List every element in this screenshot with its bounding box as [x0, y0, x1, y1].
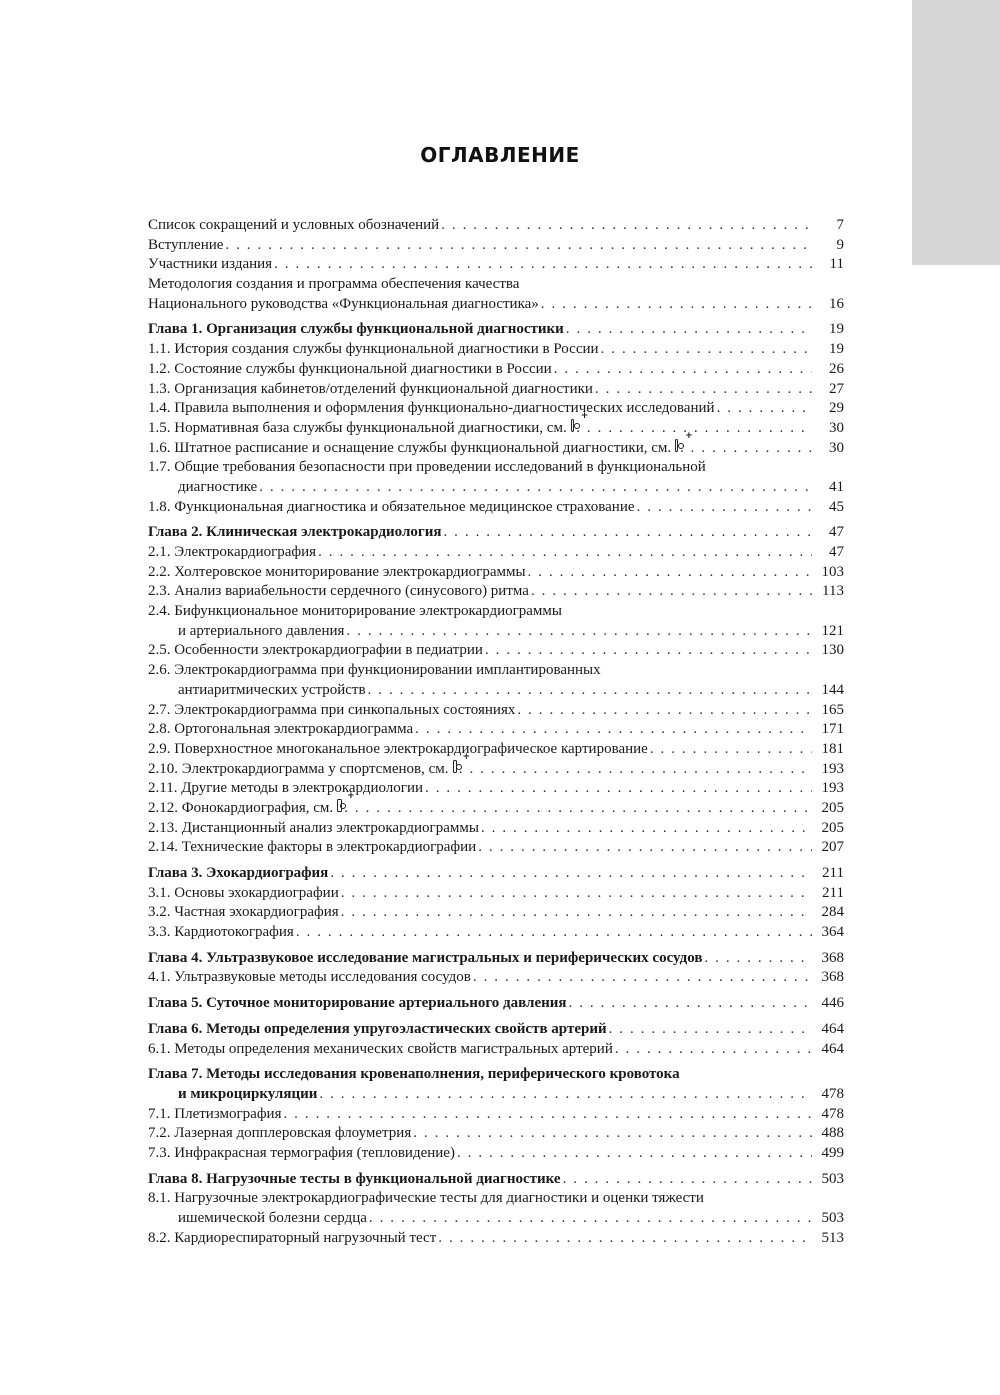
toc-entry [148, 275, 844, 295]
toc-entry [148, 602, 844, 622]
toc-entry[interactable] [148, 968, 844, 988]
toc-entry-label: 1.5. Нормативная база службы функциональной диагностики, см. [148, 419, 567, 436]
toc-chapter-entry[interactable] [148, 994, 844, 1014]
toc-chapter-entry[interactable] [148, 1085, 844, 1105]
toc-entry-label: 2.8. Ортогональная электрокардиограмма [148, 721, 414, 738]
toc-entry[interactable] [148, 641, 844, 661]
page-number: 207 [821, 839, 844, 856]
page-title: ОГЛАВЛЕНИЕ [420, 143, 580, 168]
toc-entry-label: Глава 8. Нагрузочные тесты в функциональной диагностике [148, 1170, 561, 1187]
dot-leader [478, 838, 812, 858]
toc-chapter-entry[interactable] [148, 864, 844, 884]
toc-entry[interactable] [148, 923, 844, 943]
page-number: 464 [821, 1020, 844, 1037]
dot-leader [459, 760, 812, 780]
page-number: 284 [821, 904, 844, 921]
dot-leader [296, 923, 812, 943]
page-number: 364 [821, 924, 844, 941]
page-number: 45 [829, 498, 844, 515]
dot-leader [457, 1144, 812, 1164]
toc-entry-label: 1.8. Функциональная диагностика и обязательное медицинское страхование [148, 498, 635, 515]
toc-entry[interactable] [148, 1105, 844, 1125]
page-number: 19 [829, 341, 844, 358]
toc-entry-label: 2.12. Фонокардиография, см. [148, 799, 334, 816]
dot-leader [413, 1124, 812, 1144]
dot-leader [601, 340, 812, 360]
page-number: 503 [821, 1210, 844, 1226]
table-of-contents [148, 216, 844, 1248]
toc-entry-label: Глава 7. Методы исследования кровенаполнения, периферического кровотока [148, 1066, 680, 1083]
page-number: 488 [821, 1125, 844, 1142]
page-number: 29 [829, 400, 844, 417]
dot-leader [369, 1209, 812, 1229]
page-number: 7 [836, 217, 844, 233]
toc-entry[interactable] [148, 622, 844, 642]
toc-entry[interactable] [148, 380, 844, 400]
page-number: 478 [821, 1105, 844, 1122]
toc-entry-label: 1.3. Организация кабинетов/отделений функциональной диагностики [148, 380, 593, 397]
page-number: 11 [829, 256, 844, 273]
dot-leader [441, 216, 812, 236]
page-number: 30 [829, 439, 844, 456]
toc-entry[interactable] [148, 1209, 844, 1229]
toc-entry-label: диагностике [178, 478, 258, 495]
dot-leader [425, 779, 812, 799]
page-number: 47 [829, 544, 844, 560]
dot-leader [415, 720, 812, 740]
dot-leader [563, 1170, 812, 1190]
toc-entry-label: Глава 3. Эхокардиография [148, 865, 329, 881]
page-number: 368 [821, 969, 844, 986]
toc-entry[interactable] [148, 340, 844, 360]
dot-leader [341, 884, 812, 904]
toc-entry-label: 1.4. Правила выполнения и оформления функционально-диагностических исследований [148, 400, 715, 417]
dot-leader [318, 543, 812, 563]
page-number: 27 [829, 380, 844, 397]
page-number: 205 [821, 799, 844, 816]
toc-entry[interactable] [148, 681, 844, 701]
page-number: 211 [822, 884, 844, 901]
dot-leader [225, 236, 812, 256]
toc-entry [148, 458, 844, 478]
page-number: 503 [821, 1170, 844, 1187]
toc-entry[interactable] [148, 1124, 844, 1144]
toc-entry[interactable] [148, 543, 844, 563]
toc-entry[interactable] [148, 1144, 844, 1164]
toc-entry[interactable] [148, 439, 844, 459]
page-number: 41 [829, 478, 844, 495]
dot-leader [566, 320, 812, 340]
toc-entry[interactable] [148, 360, 844, 380]
page-number: 464 [821, 1040, 844, 1057]
toc-entry-label: 7.3. Инфракрасная термография (тепловидение) [148, 1144, 455, 1161]
toc-chapter-entry[interactable] [148, 1020, 844, 1040]
toc-entry-label: Вступление [148, 236, 224, 253]
page-number: 368 [821, 949, 844, 966]
toc-entry[interactable] [148, 884, 844, 904]
electronic-supplement-icon [571, 419, 575, 432]
toc-entry [148, 1189, 844, 1209]
dot-leader [576, 419, 812, 439]
toc-entry-label: и артериального давления [178, 622, 345, 639]
page-number: 47 [829, 524, 844, 541]
dot-leader [485, 641, 812, 661]
dot-leader [717, 399, 812, 419]
toc-entry-label: 3.3. Кардиотокография [148, 924, 294, 941]
toc-entry-label: 2.1. Электрокардиография [148, 544, 317, 560]
page-number: 165 [821, 701, 844, 718]
page-number: 9 [836, 236, 844, 253]
dot-leader [609, 1020, 812, 1040]
toc-entry[interactable] [148, 498, 844, 518]
dot-leader [637, 498, 812, 518]
toc-entry[interactable] [148, 819, 844, 839]
page-number: 130 [821, 642, 844, 659]
dot-leader [330, 864, 812, 884]
dot-leader [443, 523, 812, 543]
toc-entry-label: 2.9. Поверхностное многоканальное электрокардиографическое картирование [148, 740, 648, 757]
toc-entry[interactable] [148, 563, 844, 583]
toc-entry-label: 6.1. Методы определения механических свойств магистральных артерий [148, 1040, 613, 1057]
dot-leader [346, 622, 812, 642]
toc-entry-label: и микроциркуляции [178, 1085, 318, 1102]
page-number: 121 [821, 622, 844, 639]
toc-entry-label: 2.11. Другие методы в электрокардиологии [148, 780, 423, 797]
toc-entry-label: Методология создания и программа обеспечения качества [148, 276, 520, 293]
page-number: 193 [821, 780, 844, 797]
toc-entry[interactable] [148, 419, 844, 439]
dot-leader [344, 799, 812, 819]
page-number: 16 [829, 295, 844, 312]
page-number: 19 [829, 321, 844, 338]
toc-entry[interactable] [148, 582, 844, 602]
toc-entry-label: 2.6. Электрокардиограмма при функционировании имплантированных [148, 662, 601, 679]
toc-entry-label: Глава 2. Клиническая электрокардиология [148, 524, 442, 541]
dot-leader [595, 380, 812, 400]
dot-leader [319, 1085, 812, 1105]
toc-entry-label: 2.10. Электрокардиограмма у спортсменов, см. [148, 760, 449, 777]
toc-chapter-entry[interactable] [148, 949, 844, 969]
dot-leader [531, 582, 812, 602]
toc-entry-label: ишемической болезни сердца [178, 1210, 367, 1226]
toc-entry-label: 2.13. Дистанционный анализ электрокардиограммы [148, 819, 479, 836]
toc-entry-label: 3.1. Основы эхокардиографии [148, 884, 339, 901]
toc-chapter-entry[interactable] [148, 1170, 844, 1190]
toc-entry-label: Участники издания [148, 256, 273, 273]
toc-entry[interactable] [148, 1229, 844, 1249]
toc-entry-label: 2.7. Электрокардиограмма при синкопальных состояниях [148, 701, 516, 718]
dot-leader [473, 968, 812, 988]
dot-leader [615, 1040, 812, 1060]
page-number: 478 [821, 1085, 844, 1102]
toc-entry-label: 1.1. История создания службы функциональной диагностики в России [148, 341, 599, 358]
toc-entry[interactable] [148, 295, 844, 315]
toc-entry-label: 1.7. Общие требования безопасности при проведении исследований в функциональной [148, 459, 706, 476]
page-number: 181 [821, 740, 844, 757]
toc-entry-label: 1.2. Состояние службы функциональной диагностики в России [148, 360, 552, 377]
toc-entry[interactable] [148, 1040, 844, 1060]
toc-chapter-entry [148, 1065, 844, 1085]
dot-leader [704, 949, 812, 969]
toc-entry-label: Список сокращений и условных обозначений [148, 217, 440, 233]
toc-entry-label: 7.2. Лазерная допплеровская флоуметрия [148, 1125, 412, 1142]
toc-entry[interactable] [148, 255, 844, 275]
dot-leader [541, 295, 812, 315]
dot-leader [283, 1105, 812, 1125]
page-number: 499 [821, 1144, 844, 1161]
toc-entry-label: Глава 1. Организация службы функциональной диагностики [148, 321, 564, 338]
toc-chapter-entry[interactable] [148, 320, 844, 340]
toc-entry-label: 3.2. Частная эхокардиография [148, 904, 339, 921]
electronic-supplement-icon [337, 799, 342, 812]
dot-leader [481, 819, 812, 839]
toc-entry[interactable] [148, 701, 844, 721]
toc-entry[interactable] [148, 720, 844, 740]
dot-leader [438, 1229, 812, 1249]
page-number: 171 [821, 721, 844, 738]
toc-entry-label: 4.1. Ультразвуковые методы исследования сосудов [148, 969, 471, 986]
toc-entry-label: Глава 5. Суточное мониторирование артериального давления [148, 995, 567, 1012]
toc-entry-label: 2.5. Особенности электрокардиографии в педиатрии [148, 642, 483, 659]
toc-entry[interactable] [148, 399, 844, 419]
toc-entry-label: 8.2. Кардиореспираторный нагрузочный тест [148, 1229, 437, 1246]
toc-entry[interactable] [148, 779, 844, 799]
electronic-supplement-icon [453, 760, 457, 773]
page-number: 211 [822, 865, 844, 881]
dot-leader [528, 563, 812, 583]
dot-leader [650, 740, 812, 760]
toc-entry-label: 2.4. Бифункциональное мониторирование электрокардиограммы [148, 603, 562, 620]
toc-entry-label: Национального руководства «Функциональная диагностика» [148, 295, 539, 312]
dot-leader [368, 681, 812, 701]
toc-entry[interactable] [148, 740, 844, 760]
page-number: 103 [821, 563, 844, 580]
dot-leader [680, 439, 812, 459]
dot-leader [274, 255, 812, 275]
page-number: 144 [821, 681, 844, 698]
toc-chapter-entry[interactable] [148, 523, 844, 543]
toc-entry[interactable] [148, 760, 844, 780]
page-number: 113 [822, 583, 844, 600]
dot-leader [569, 994, 812, 1014]
side-tab-marker [912, 0, 1000, 265]
dot-leader [554, 360, 812, 380]
toc-entry[interactable] [148, 799, 844, 819]
page-number: 446 [821, 995, 844, 1012]
toc-entry-label: 2.3. Анализ вариабельности сердечного (синусового) ритма [148, 583, 529, 600]
toc-entry-label: 2.2. Холтеровское мониторирование электрокардиограммы [148, 563, 526, 580]
page-number: 193 [821, 760, 844, 777]
page-number: 26 [829, 360, 844, 377]
page-number: 205 [821, 819, 844, 836]
dot-leader [259, 478, 812, 498]
dot-leader [341, 903, 812, 923]
toc-entry[interactable] [148, 478, 844, 498]
dot-leader [517, 701, 812, 721]
toc-entry-label: 8.1. Нагрузочные электрокардиографические тесты для диагностики и оценки тяжести [148, 1190, 704, 1207]
electronic-supplement-icon [675, 439, 678, 452]
toc-entry-label: антиаритмических устройств [178, 681, 366, 698]
toc-entry-label: Глава 6. Методы определения упругоэластических свойств артерий [148, 1020, 607, 1037]
toc-entry [148, 661, 844, 681]
toc-entry[interactable] [148, 838, 844, 858]
toc-entry[interactable] [148, 903, 844, 923]
toc-entry-label: 7.1. Плетизмография [148, 1105, 282, 1122]
page-number: 30 [829, 419, 844, 436]
toc-entry-label: Глава 4. Ультразвуковое исследование магистральных и периферических сосудов [148, 949, 703, 966]
toc-entry-label: 1.6. Штатное расписание и оснащение службы функциональной диагностики, см. [148, 439, 672, 456]
toc-entry-label: 2.14. Технические факторы в электрокардиографии [148, 839, 477, 856]
toc-entry[interactable] [148, 216, 844, 236]
toc-entry[interactable] [148, 236, 844, 256]
page-number: 513 [821, 1229, 844, 1246]
